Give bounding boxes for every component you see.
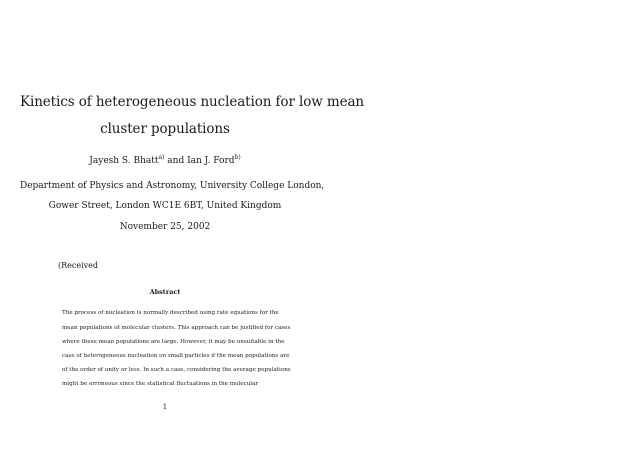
abstract-line: might be erroneous since the statistical fluctuations in the molecular: [62, 381, 259, 387]
author-line: [20, 156, 310, 167]
abstract-line: case of heterogeneous nucleation on small particles if the mean populations are: [62, 353, 290, 359]
affiliation-line-2: Gower Street, London WC1E 6BT, United Kingdom: [48, 201, 282, 211]
abstract-line: where these mean populations are large. However, it may be unsuitable in the: [62, 339, 285, 345]
author-2-name: Ian J. Ford: [187, 156, 235, 166]
paper-title-line-1: Kinetics of heterogeneous nucleation for low mean: [20, 94, 365, 110]
affiliation-line-1: Department of Physics and Astronomy, University College London,: [20, 181, 325, 191]
page-number: 1: [162, 403, 168, 411]
paper-title-line-2: cluster populations: [100, 121, 230, 137]
author-connector: and: [164, 156, 188, 166]
author-1-name: Jayesh S. Bhatt: [89, 156, 159, 166]
author-1-footnote-mark: a): [158, 154, 165, 161]
abstract-line: of the order of unity or less. In such a case, considering the average populations: [62, 367, 291, 373]
author-2-footnote-mark: b): [234, 154, 241, 161]
abstract-heading: Abstract: [149, 288, 181, 296]
abstract-line: mean populations of molecular clusters. This approach can be justified for cases: [62, 325, 291, 331]
abstract-line: The process of nucleation is normally described using rate equations for the: [62, 310, 279, 316]
paper-date: November 25, 2002: [119, 222, 211, 232]
received-note: (Received: [58, 261, 99, 270]
